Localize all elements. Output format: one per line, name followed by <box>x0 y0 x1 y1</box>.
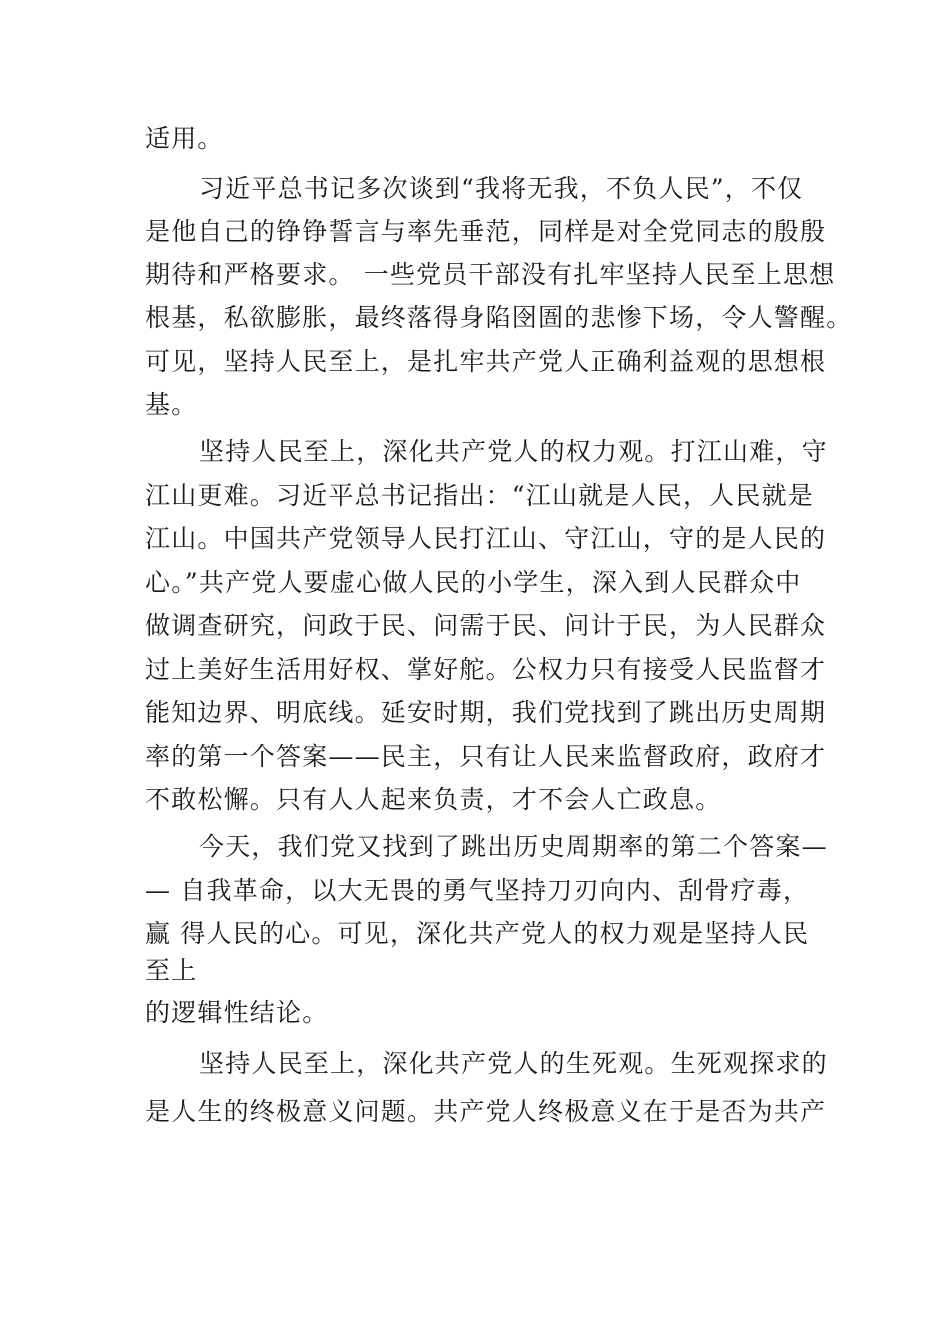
text-line: 能知边界、明底线。延安时期，我们党找到了跳出历史周期 <box>145 698 827 727</box>
text-line: 期待和严格要求。 一些党员干部没有扎牢坚持人民至上思想 <box>145 260 836 289</box>
text-line: 是人生的终极意义问题。共产党人终极意义在于是否为共产 <box>145 1097 827 1126</box>
text-line: 做调查研究，问政于民、问需于民、问计于民，为人民群众 <box>145 611 827 640</box>
text-line: 可见，坚持人民至上，是扎牢共产党人正确利益观的思想根 <box>145 347 827 376</box>
text-line: 过上美好生活用好权、掌好舵。公权力只有接受人民监督才 <box>145 655 827 684</box>
text-line: — 自我革命，以大无畏的勇气坚持刀刃向内、刮骨疗毒， <box>145 876 810 905</box>
text-line: 心。”共产党人要虚心做人民的小学生，深入到人民群众中 <box>145 568 802 597</box>
text-line: 基。 <box>145 390 198 419</box>
text-line: 江山更难。习近平总书记指出：“江山就是人民，人民就是 <box>145 481 814 510</box>
text-line: 不敢松懈。只有人人起来负责，才不会人亡政息。 <box>145 785 722 814</box>
text-line: 率的第一个答案——民主，只有让人民来监督政府，政府才 <box>145 742 827 771</box>
text-line: 习近平总书记多次谈到“我将无我，不负人民”，不仅 <box>199 174 804 203</box>
text-line: 坚持人民至上，深化共产党人的生死观。生死观探求的 <box>199 1049 828 1078</box>
text-line: 赢 得人民的心。可见，深化共产党人的权力观是坚持人民 <box>145 919 810 948</box>
text-line: 至上 <box>145 956 198 985</box>
text-line: 适用。 <box>145 124 224 153</box>
text-line: 坚持人民至上，深化共产党人的权力观。打江山难，守 <box>199 437 828 466</box>
text-line: 今天，我们党又找到了跳出历史周期率的第二个答案— <box>199 832 828 861</box>
text-line: 江山。中国共产党领导人民打江山、守江山，守的是人民的 <box>145 524 827 553</box>
text-line: 是他自己的铮铮誓言与率先垂范，同样是对全党同志的殷殷 <box>145 217 827 246</box>
text-line: 根基，私欲膨胀，最终落得身陷囹圄的悲惨下场，令人警醒。 <box>145 303 853 332</box>
text-line: 的逻辑性结论。 <box>145 998 329 1027</box>
